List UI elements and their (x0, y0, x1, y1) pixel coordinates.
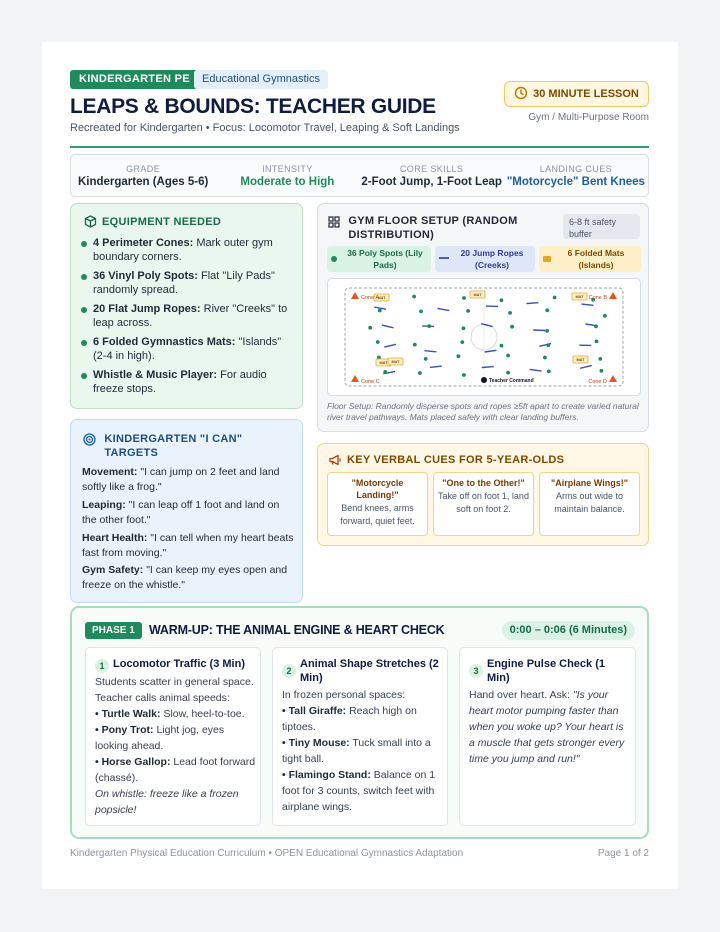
list-item (81, 335, 296, 363)
equipment-title-text: EQUIPMENT NEEDED (102, 216, 222, 228)
target-item (82, 531, 294, 560)
bullet-text: Slow, heel-to-toe. (163, 708, 245, 720)
step-title: Engine Pulse Check (1 Min) (487, 658, 605, 684)
poly-spot (543, 356, 547, 360)
cue-text: Bend knees, arms forward, quiet feet. (340, 503, 415, 526)
target-text: "I can jump on 2 feet and land softly like a frog." (82, 466, 280, 493)
equipment-title (84, 215, 221, 228)
gym-mat (572, 293, 587, 300)
gym-mat (573, 356, 588, 363)
target-name: Movement: (82, 466, 138, 478)
poly-spot (457, 354, 461, 358)
target-item (82, 563, 294, 592)
poly-spot (553, 296, 557, 300)
item-name: 4 Perimeter Cones: (93, 237, 194, 249)
targets-card (70, 419, 303, 603)
list-item (81, 236, 296, 264)
box-icon (84, 215, 97, 228)
poly-spot (378, 309, 382, 313)
stat-grade (71, 155, 215, 196)
bullet-name: • Horse Gallop: (95, 756, 171, 768)
legend-label: 36 Poly Spots (Lily Pads) (347, 248, 423, 270)
equipment-list (81, 236, 296, 401)
jump-rope (526, 303, 538, 304)
floor-note: Floor Setup: Randomly disperse spots and ropes ≥5ft apart to create varied natural river travel pathways. Mats placed safely with clear landing buffers. (327, 401, 639, 422)
cue-item (539, 472, 640, 536)
spot-icon (331, 256, 337, 262)
stat-value: Moderate to High (240, 176, 335, 188)
clock-icon (514, 86, 528, 100)
poly-spot (383, 370, 387, 374)
step-title: Locomotor Traffic (3 Min) (113, 658, 245, 670)
poly-spot (510, 325, 514, 329)
cone-d-label: Cone D (588, 379, 607, 385)
cone-b-label: Cone B (588, 295, 607, 301)
mat-label: MAT (576, 358, 585, 363)
bullet-text: Light jog, eyes looking ahead. (95, 724, 225, 752)
phase-tag: PHASE 1 (85, 622, 142, 639)
floor-setup-card (317, 203, 649, 432)
list-item (81, 269, 296, 297)
step-intro: Hand over heart. Ask: (469, 689, 570, 701)
floor-map-svg (328, 279, 640, 395)
teacher-label: Teacher Command (489, 378, 534, 384)
subject-tag: Educational Gymnastics (194, 70, 328, 89)
bullet-text: Tuck small into a tight ball. (282, 737, 431, 765)
mat-label: MAT (379, 361, 388, 366)
target-name: Heart Health: (82, 532, 148, 544)
mat-label: MAT (575, 295, 584, 300)
target-text: "I can tell when my heart beats fast from moving." (82, 532, 294, 559)
stat-label: LANDING CUES (539, 164, 613, 174)
mat-label: MAT (473, 293, 482, 298)
poly-spot (427, 324, 431, 328)
poly-spot (506, 371, 510, 375)
poly-spot (595, 340, 599, 344)
bullet-name: • Flamingo Stand: (282, 769, 371, 781)
poly-spot (545, 329, 549, 333)
step-card-2 (272, 647, 448, 826)
bullet-text: Reach high on tiptoes. (282, 705, 417, 733)
safety-buffer-badge: 6-8 ft safety buffer (563, 214, 640, 239)
stat-value: 2-Foot Jump, 1-Foot Leap (361, 176, 502, 188)
list-item (81, 368, 296, 396)
target-icon (83, 433, 96, 446)
step-title: Animal Shape Stretches (2 Min) (300, 658, 439, 684)
item-desc: "Islands" (2-4 in high). (93, 336, 282, 362)
poly-spot (547, 370, 551, 374)
bullet-name: • Tall Giraffe: (282, 705, 347, 717)
cues-title (329, 454, 564, 466)
step-body (95, 674, 257, 818)
poly-spot (413, 343, 417, 347)
floor-title (328, 214, 548, 242)
stat-label: GRADE (126, 164, 161, 174)
step-intro: Students scatter in general space. Teacher calls animal speeds: (95, 676, 254, 704)
item-desc: Flat "Lily Pads" randomly spread. (93, 270, 275, 296)
step-number: 3 (469, 664, 483, 678)
poly-spot (545, 308, 549, 312)
poly-spot (462, 296, 466, 300)
header-divider (70, 146, 649, 148)
poly-spot (462, 326, 466, 330)
poly-spot (418, 371, 422, 375)
step-body (282, 687, 442, 815)
poly-spot (412, 295, 416, 299)
phase-1-section (70, 606, 649, 839)
targets-title-text: KINDERGARTEN "I CAN" TARGETS (104, 433, 243, 459)
item-name: 36 Vinyl Poly Spots: (93, 270, 198, 282)
cue-text: Take off on foot 1, land soft on foot 2. (438, 491, 529, 514)
stat-label: INTENSITY (262, 164, 313, 174)
stat-landing-cues (504, 155, 648, 196)
item-name: 20 Flat Jump Ropes: (93, 303, 201, 315)
step-card-1 (85, 647, 261, 826)
target-text: "I can leap off 1 foot and land on the other foot." (82, 499, 280, 526)
step-intro: In frozen personal spaces: (282, 689, 406, 701)
cue-heading: "One to the Other!" (442, 478, 525, 488)
bullet-name: • Tiny Mouse: (282, 737, 350, 749)
phase-time-badge: 0:00 – 0:06 (6 Minutes) (502, 621, 635, 640)
target-name: Leaping: (82, 499, 126, 511)
poly-spot (598, 357, 602, 361)
legend-poly-spots (327, 246, 431, 272)
cue-text: Arms out wide to maintain balance. (554, 491, 625, 514)
poly-spot (419, 310, 423, 314)
poly-spot (508, 311, 512, 315)
grade-tag: KINDERGARTEN PE (70, 70, 199, 89)
poly-spot (368, 326, 372, 330)
legend-label: 6 Folded Mats (Islands) (567, 248, 625, 270)
lesson-stats-bar (70, 154, 649, 197)
poly-spot (460, 340, 464, 344)
teacher-marker (481, 377, 534, 384)
legend-mats (539, 246, 641, 272)
poly-spot (594, 325, 598, 329)
verbal-cues-card (317, 443, 649, 546)
mat-label: MAT (391, 360, 400, 365)
legend-label: 20 Jump Ropes (Creeks) (460, 248, 524, 270)
gym-mat (388, 358, 403, 365)
grid-icon (328, 216, 340, 228)
page-subtitle: Recreated for Kindergarten • Focus: Locomotor Travel, Leaping & Soft Landings (70, 122, 460, 134)
poly-spot (506, 354, 510, 358)
poly-spot (424, 357, 428, 361)
targets-title (83, 432, 293, 460)
bullet-name: • Pony Trot: (95, 724, 154, 736)
poly-spot (376, 340, 380, 344)
item-name: 6 Folded Gymnastics Mats: (93, 336, 236, 348)
poly-spot (500, 298, 504, 302)
step-number: 1 (95, 659, 109, 673)
cone-a-label: Cone A (361, 295, 380, 301)
cues-title-text: KEY VERBAL CUES FOR 5-YEAR-OLDS (347, 454, 565, 466)
lesson-duration-badge (504, 81, 649, 107)
step-card-3 (459, 647, 636, 826)
step-body (469, 687, 631, 767)
target-text: "I can keep my eyes open and freeze on the whistle." (82, 564, 288, 591)
lesson-page (42, 42, 678, 889)
target-item (82, 465, 294, 494)
step-quote: "Is your heart motor pumping faster than when you woke up? Your heart is a muscle that gets stronger every time you jump and run!" (469, 689, 625, 765)
jump-rope (482, 367, 494, 368)
stat-label: CORE SKILLS (399, 164, 464, 174)
bullet-text: Balance on 1 foot for 3 counts, switch feet with airplane wings. (282, 769, 436, 813)
equipment-card (70, 203, 303, 409)
stat-value: "Motorcycle" Bent Knees (506, 176, 645, 188)
stat-value: Kindergarten (Ages 5-6) (77, 176, 209, 188)
target-name: Gym Safety: (82, 564, 144, 576)
item-desc: River "Creeks" to leap across. (93, 303, 288, 329)
teacher-icon (481, 377, 487, 383)
page-title: LEAPS & BOUNDS: TEACHER GUIDE (70, 95, 436, 118)
mat-icon (543, 256, 551, 262)
cue-item (433, 472, 534, 536)
cone-c-label: Cone C (361, 379, 380, 385)
cue-item (327, 472, 428, 536)
cue-heading: "Motorcycle Landing!" (351, 478, 404, 500)
room-label: Gym / Multi-Purpose Room (528, 112, 649, 123)
step-outro: On whistle: freeze like a frozen popsicle! (95, 788, 239, 816)
legend-jump-ropes (435, 246, 535, 272)
poly-spot (603, 314, 607, 318)
phase-title: WARM-UP: THE ANIMAL ENGINE & HEART CHECK (149, 623, 445, 637)
target-item (82, 498, 294, 527)
poly-spot (462, 373, 466, 377)
floor-title-text: GYM FLOOR SETUP (RANDOM DISTRIBUTION) (348, 215, 518, 241)
rope-icon (439, 256, 449, 260)
bullet-name: • Turtle Walk: (95, 708, 161, 720)
bullet-text: Lead foot forward (chassé). (95, 756, 256, 784)
item-name: Whistle & Music Player: (93, 369, 218, 381)
poly-spot (466, 309, 470, 313)
page-number: Page 1 of 2 (597, 848, 649, 859)
stat-core-skills (360, 155, 504, 196)
cue-heading: "Airplane Wings!" (551, 478, 628, 488)
gym-floor-map (327, 278, 641, 396)
item-desc: Mark outer gym boundary corners. (93, 237, 273, 263)
footer-curriculum: Kindergarten Physical Education Curriculum • OPEN Educational Gymnastics Adaptation (70, 848, 464, 859)
mat-label: MAT (377, 296, 386, 301)
item-desc: For audio freeze stops. (93, 369, 267, 395)
poly-spot (500, 344, 504, 348)
list-item (81, 302, 296, 330)
megaphone-icon (329, 454, 342, 466)
jump-rope (533, 330, 545, 331)
poly-spot (600, 369, 604, 373)
poly-spot (546, 343, 550, 347)
gym-mat (470, 291, 485, 298)
stat-intensity (215, 155, 359, 196)
step-number: 2 (282, 664, 296, 678)
lesson-duration-label: 30 MINUTE LESSON (533, 88, 639, 100)
